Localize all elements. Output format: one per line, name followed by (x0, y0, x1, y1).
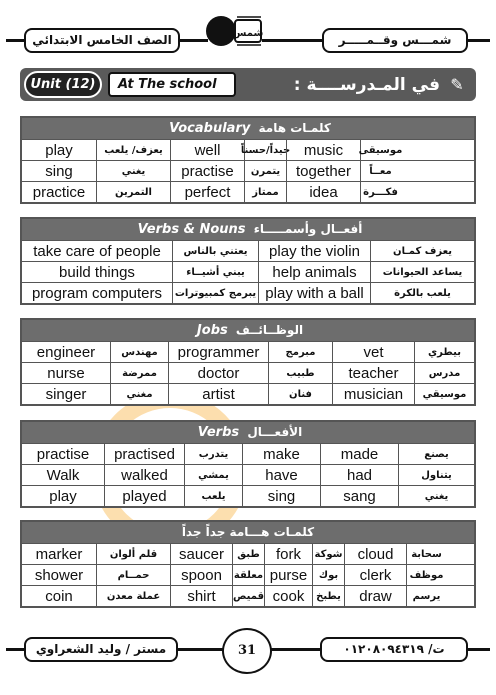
section-verbs (20, 420, 476, 508)
english-word-cell: spoon (170, 565, 232, 585)
verbs-nouns-table (22, 240, 474, 303)
english-word-cell: cloud (344, 544, 406, 564)
arabic-meaning-cell: ممتاز (244, 182, 286, 202)
arabic-meaning-cell: مغني (110, 384, 168, 404)
table-row (22, 181, 474, 202)
english-word-cell: sing (45, 162, 73, 180)
english-word-cell: draw (344, 586, 406, 606)
arabic-meaning-cell: يساعد الحيوانات (370, 262, 474, 282)
section-title-en: Verbs & Nouns (137, 222, 246, 237)
arabic-meaning-cell: يعزف/ يلعب (96, 140, 170, 160)
arabic-meaning-cell: يغني (96, 161, 170, 181)
table-row (22, 543, 474, 564)
arabic-meaning-cell: شوكة (312, 544, 344, 564)
page-number: 31 (222, 628, 272, 674)
english-word-cell: clerk (344, 565, 406, 585)
arabic-meaning-cell: بيطري (414, 342, 474, 362)
arabic-meaning-cell: مبرمج (268, 342, 332, 362)
english-word-cell: play the violin (258, 241, 370, 261)
grade-label: الصف الخامس الابتدائي (24, 28, 180, 53)
english-word-cell: walked (104, 465, 184, 485)
english-word-cell: engineer (36, 343, 96, 361)
arabic-meaning-cell: يتدرب (184, 444, 242, 464)
footer-line-left (6, 648, 26, 651)
section-title-en: Jobs (196, 323, 228, 338)
english-word-cell: saucer (170, 544, 232, 564)
arabic-meaning-cell: التمرين (96, 182, 170, 202)
english-word-cell: musician (332, 384, 414, 404)
english-word-cell: help animals (258, 262, 370, 282)
header-line-mid-right (262, 39, 324, 42)
table-row (22, 443, 474, 464)
english-word-cell: practised (104, 444, 184, 464)
section-header (22, 219, 474, 240)
english-word-cell: music (286, 140, 360, 160)
series-title: شمـــس وقــمـــــر (322, 28, 468, 53)
table-row (22, 564, 474, 585)
unit-number: Unit (12) (24, 71, 102, 98)
arabic-meaning-cell: يطبخ (312, 586, 344, 606)
arabic-meaning-cell: موسيقى (360, 140, 400, 160)
quill-icon: ✎ (450, 75, 464, 94)
verbs-table (22, 443, 474, 506)
arabic-meaning-cell: معــاً (360, 161, 400, 181)
section-header (22, 118, 474, 139)
english-word-cell: purse (264, 565, 312, 585)
arabic-meaning-cell: طبق (232, 544, 264, 564)
sun-moon-logo (205, 14, 263, 48)
teacher-name: مستر / وليد الشعراوي (24, 637, 178, 662)
table-row (22, 362, 474, 383)
vocabulary-table (22, 139, 474, 202)
english-word-cell: nurse (47, 364, 85, 382)
arabic-meaning-cell: يصنع (398, 444, 474, 464)
section-verbs-nouns (20, 217, 476, 305)
english-word-cell: take care of people (33, 242, 161, 260)
section-title-ar: كلمـات هـــامة جداً جداً (181, 525, 315, 539)
logo-text: شمس (232, 28, 264, 39)
unit-arabic-title: في المـدرســــة : (293, 75, 440, 95)
english-word-cell: play (49, 487, 77, 505)
english-word-cell: practise (36, 445, 90, 463)
english-word-cell: singer (45, 385, 87, 403)
arabic-meaning-cell: مهندس (110, 342, 168, 362)
english-word-cell: shirt (170, 586, 232, 606)
arabic-meaning-cell: حمــام (96, 565, 170, 585)
english-word-cell: coin (45, 587, 73, 605)
important-words-table (22, 543, 474, 606)
english-word-cell: sang (320, 486, 398, 506)
table-row (22, 585, 474, 606)
arabic-meaning-cell: يمشي (184, 465, 242, 485)
english-word-cell: artist (168, 384, 268, 404)
english-word-cell: programmer (168, 342, 268, 362)
english-word-cell: marker (35, 545, 83, 563)
table-row (22, 383, 474, 404)
english-word-cell: have (242, 465, 320, 485)
table-row (22, 282, 474, 303)
section-jobs (20, 318, 476, 406)
english-word-cell: had (320, 465, 398, 485)
english-word-cell: program computers (31, 284, 163, 302)
section-important-words (20, 520, 476, 608)
arabic-meaning-cell: يتناول (398, 465, 474, 485)
section-title-ar: كلمـات هامة (258, 121, 331, 135)
section-vocabulary (20, 116, 476, 204)
table-row (22, 160, 474, 181)
table-row (22, 139, 474, 160)
header-line-right (466, 39, 490, 42)
english-word-cell: teacher (332, 363, 414, 383)
arabic-meaning-cell: مدرس (414, 363, 474, 383)
section-title-ar: أفعــال وأسمـــــاء (253, 222, 363, 236)
header-line-left (6, 39, 26, 42)
table-row (22, 261, 474, 282)
arabic-meaning-cell: يبرمج كمبيوترات (172, 283, 258, 303)
english-word-cell: made (320, 444, 398, 464)
table-row (22, 485, 474, 506)
arabic-meaning-cell: يعتني بالناس (172, 241, 258, 261)
table-row (22, 341, 474, 362)
arabic-meaning-cell: معلقة (232, 565, 264, 585)
english-word-cell: well (170, 140, 244, 160)
arabic-meaning-cell: ممرضة (110, 363, 168, 383)
english-word-cell: Walk (46, 466, 80, 484)
jobs-table (22, 341, 474, 404)
section-header (22, 422, 474, 443)
english-word-cell: build things (59, 263, 135, 281)
english-word-cell: make (242, 444, 320, 464)
arabic-meaning-cell: فكـــرة (360, 182, 400, 202)
phone-number: ت/ ٠١٢٠٨٠٩٤٣١٩ (320, 637, 468, 662)
arabic-meaning-cell: يرسم (406, 586, 446, 606)
english-word-cell: cook (264, 586, 312, 606)
english-word-cell: together (286, 161, 360, 181)
arabic-meaning-cell: يتمرن (244, 161, 286, 181)
table-row (22, 240, 474, 261)
footer-line-mid-right (270, 648, 322, 651)
section-title-en: Verbs (197, 425, 240, 440)
arabic-meaning-cell: فنان (268, 384, 332, 404)
english-word-cell: played (104, 486, 184, 506)
section-title-en: Vocabulary (169, 121, 251, 136)
english-word-cell: idea (286, 182, 360, 202)
english-word-cell: practice (32, 183, 86, 201)
section-title-ar: الأفعـــال (247, 425, 303, 439)
arabic-meaning-cell: موسيقي (414, 384, 474, 404)
footer-line-right (466, 648, 490, 651)
english-word-cell: shower (34, 566, 84, 584)
english-word-cell: sing (242, 486, 320, 506)
section-header (22, 320, 474, 341)
english-word-cell: practise (170, 161, 244, 181)
english-word-cell: doctor (168, 363, 268, 383)
arabic-meaning-cell: عملة معدن (96, 586, 170, 606)
english-word-cell: fork (264, 544, 312, 564)
arabic-meaning-cell: يبني أشيــاء (172, 262, 258, 282)
english-word-cell: play (45, 141, 73, 159)
english-word-cell: vet (332, 342, 414, 362)
unit-title: At The school (108, 72, 236, 97)
english-word-cell: perfect (170, 182, 244, 202)
english-word-cell: play with a ball (258, 283, 370, 303)
arabic-meaning-cell: يغني (398, 486, 474, 506)
footer-line-mid-left (176, 648, 224, 651)
arabic-meaning-cell: يلعب بالكرة (370, 283, 474, 303)
section-header (22, 522, 474, 543)
arabic-meaning-cell: سحابة (406, 544, 446, 564)
header-line-mid-left (178, 39, 208, 42)
table-row (22, 464, 474, 485)
arabic-meaning-cell: قلم ألوان (96, 544, 170, 564)
arabic-meaning-cell: طبيب (268, 363, 332, 383)
arabic-meaning-cell: يلعب (184, 486, 242, 506)
arabic-meaning-cell: يعزف كمـان (370, 241, 474, 261)
arabic-meaning-cell: بوك (312, 565, 344, 585)
section-title-ar: الوظــائــف (235, 323, 304, 337)
arabic-meaning-cell: قميص (232, 586, 264, 606)
arabic-meaning-cell: موظف (406, 565, 446, 585)
arabic-meaning-cell: جيداً/حسناً (244, 140, 286, 160)
